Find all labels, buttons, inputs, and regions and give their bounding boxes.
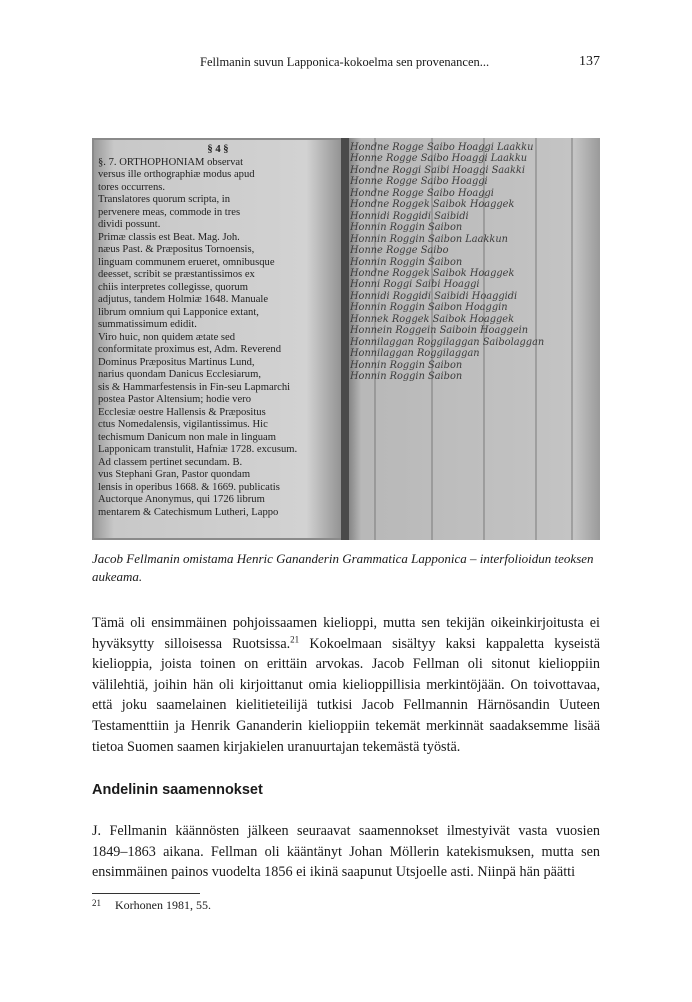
printed-line: Dominus Præpositus Martinus Lund, — [98, 356, 255, 368]
printed-line: deesset, scribit se præstantissimos ex — [98, 269, 255, 280]
handwritten-line: Honnin Roggin Saibon — [350, 256, 463, 268]
handwritten-line: Honnin Roggin Saibon — [350, 222, 463, 234]
printed-line: versus ille orthographiæ modus apud — [98, 169, 255, 180]
running-head — [92, 55, 600, 75]
printed-line: dividi possunt. — [98, 219, 161, 230]
handwritten-line: Honnin Roggin Saibon — [350, 359, 463, 371]
handwritten-line: Honne Rogge Saibo Hoaggi Laakku — [350, 153, 528, 165]
printed-line: Primæ classis est Beat. Mag. Joh. — [98, 231, 240, 243]
paragraph-text: Kokoelmaan sisältyy kaksi kappaletta kyseistä kielioppia, joista toinen on erittäin arvokas. Jacob Fellman oli sitonut kielioppiin välilehtiä, joihin hän oli kirjoittanut omia kielioppillisia merkintöjään. On toivottavaa, että joku saamelainen kielitieteilijä tutkisi Jacob Fellmannin Härnösandin Uuteen Testamenttiin ja Henrik Gananderin kielioppiin tekemät merkinnät saadaksemme lisää tietoa Suomen saamen kirjakielen uranuurtajan tekemästä työstä. — [92, 635, 601, 755]
footnote-number: 21 — [92, 898, 101, 908]
section-heading: Andelinin saamennokset — [92, 782, 263, 798]
printed-line: sis & Hammarfestensis in Fin-seu Lapmarchi — [98, 381, 291, 393]
handwritten-line: Honnin Roggin Saibon — [350, 371, 463, 383]
handwritten-line: Honnek Roggek Saibok Hoaggek — [350, 313, 515, 325]
printed-line: Translatores quorum scripta, in — [98, 194, 231, 205]
footnote-text: Korhonen 1981, 55. — [115, 898, 211, 912]
printed-line: tores occurrens. — [98, 181, 166, 193]
handwritten-line: Honnin Roggin Saibon Hoaggin — [350, 302, 508, 314]
book-photograph — [92, 138, 600, 540]
printed-line: linguam communem erueret, omnibusque — [98, 256, 275, 268]
printed-line: §. 7. ORTHOPHONIAM observat — [98, 156, 244, 168]
handwritten-line: Hondne Roggi Saibi Hoaggi Saakki — [350, 164, 525, 176]
handwritten-page — [350, 142, 596, 534]
printed-line: lensis in operibus 1668. & 1669. publicatis — [98, 481, 280, 493]
printed-line: chiis interpretes collegisse, quorum — [98, 281, 249, 293]
printed-line: Lapponicam transtulit, Hafniæ 1728. excusum. — [98, 444, 298, 455]
printed-line: Viro huic, non quidem ætate sed — [98, 331, 236, 343]
printed-page — [98, 144, 338, 534]
handwritten-line: Hondne Rogge Saibo Hoaggi — [350, 187, 494, 199]
handwritten-line: Honne Rogge Saibo Hoaggi — [350, 176, 488, 188]
footnote-reference[interactable]: 21 — [290, 633, 300, 644]
handwritten-line: Honnilaggan Roggilaggan Saibolaggan — [350, 336, 545, 348]
handwritten-line: Hondne Roggek Saibok Hoaggek — [350, 199, 515, 211]
handwritten-line: Honnilaggan Roggilaggan — [350, 348, 480, 360]
printed-line: Ad classem pertinet secundam. B. — [98, 456, 243, 468]
printed-line: narius quondam Danicus Ecclesiarum, — [98, 369, 261, 380]
handwritten-line: Honne Rogge Saibo — [350, 245, 449, 257]
handwritten-line: Honnin Roggin Saibon Laakkun — [350, 233, 508, 245]
footnote-divider — [92, 893, 200, 894]
handwritten-line: Hondne Roggek Saibok Hoaggek — [350, 267, 515, 279]
printed-line: mentarem & Catechismum Lutheri, Lappo — [98, 506, 279, 518]
printed-line: § 4 § — [207, 144, 229, 155]
printed-line: conformitate proximus est, Adm. Reverend — [98, 344, 281, 355]
figure-caption: Jacob Fellmanin omistama Henric Gananderin Grammatica Lapponica – interfolioidun teoksen aukeama. — [92, 551, 594, 584]
printed-line: næus Past. & Præpositus Tornoensis, — [98, 244, 255, 255]
body-paragraph-2: J. Fellmanin käännösten jälkeen seuraavat saamennokset ilmestyivät vasta vuosien 1849–1863 aikana. Fellman oli kääntänyt Johan Möllerin katekismuksen, mutta sen ensimmäinen painos vuodelta 1856 ei ikinä saapunut Utsjoelle asti. Niinpä hän päätti — [92, 823, 600, 881]
running-title: Fellmanin suvun Lapponica-kokoelma sen provenancen... — [200, 55, 490, 69]
page-number: 137 — [579, 54, 600, 69]
paragraph-text: Tämä oli ensimmäinen pohjoissaamen kielioppi, mutta sen tekijän oikeinkirjoitusta ei hyväksytty silloisessa Ruotsissa. — [92, 615, 600, 652]
body-paragraph-1 — [92, 613, 600, 757]
printed-line: vus Stephani Gran, Pastor quondam — [98, 469, 251, 480]
printed-line: pervenere meas, commode in tres — [98, 206, 241, 218]
printed-line: Auctorque Anonymus, qui 1726 librum — [98, 494, 265, 505]
handwritten-line: Honni Roggi Saibi Hoaggi — [350, 279, 480, 291]
printed-line: Ecclesiæ oestre Hallensis & Præpositus — [98, 406, 266, 418]
printed-line: techismum Danicum non male in linguam — [98, 431, 276, 443]
handwritten-line: Honnidi Roggidi Saibidi — [350, 210, 469, 222]
handwritten-line: Honnidi Roggidi Saibidi Hoaggidi — [350, 290, 518, 302]
handwritten-line: Hondne Rogge Saibo Hoaggi Laakku — [350, 142, 534, 153]
printed-line: librum omnium qui Lapponice extant, — [98, 306, 259, 318]
printed-line: ctus Nomedalensis, vigilantissimus. Hic — [98, 419, 268, 430]
handwritten-line: Honnein Roggein Saiboin Hoaggein — [350, 325, 529, 337]
printed-line: adjutus, tandem Holmiæ 1648. Manuale — [98, 294, 269, 305]
printed-line: postea Pastor Altensium; hodie vero — [98, 394, 251, 405]
printed-line: summatissimum edidit. — [98, 319, 197, 330]
